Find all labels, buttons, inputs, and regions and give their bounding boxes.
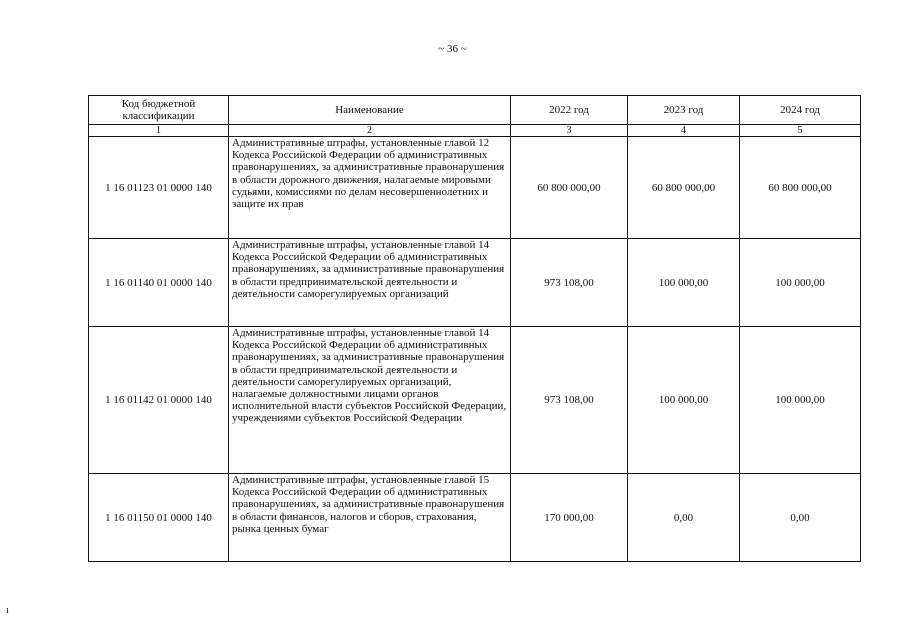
- row-amount-2022: 973 108,00: [511, 239, 628, 327]
- column-number-row: [89, 125, 861, 137]
- table-row: [89, 327, 861, 474]
- row-amount-2023: 0,00: [628, 474, 740, 562]
- row-amount-2024: 100 000,00: [740, 327, 861, 474]
- row-amount-2022: 170 000,00: [511, 474, 628, 562]
- table-row: [89, 137, 861, 239]
- row-amount-2023: 100 000,00: [628, 327, 740, 474]
- row-name: Административные штрафы, установленные главой 15 Кодекса Российской Федерации об административных правонарушениях, за административные правонарушения в области финансов, налогов и сборов, страхования, рынка ценных бумаг: [229, 474, 511, 562]
- header-code: Код бюджетной классификации: [89, 96, 229, 125]
- column-number: 2: [229, 125, 511, 137]
- row-amount-2022: 973 108,00: [511, 327, 628, 474]
- page-number: ~ 36 ~: [438, 43, 467, 55]
- column-number: 5: [740, 125, 861, 137]
- header-name: Наименование: [229, 96, 511, 125]
- row-amount-2024: 60 800 000,00: [740, 137, 861, 239]
- row-code: 1 16 01123 01 0000 140: [89, 137, 229, 239]
- row-amount-2023: 60 800 000,00: [628, 137, 740, 239]
- header-2022: 2022 год: [511, 96, 628, 125]
- row-name: Административные штрафы, установленные главой 14 Кодекса Российской Федерации об административных правонарушениях, за административные правонарушения в области предпринимательской деятельности и деятельности саморегулируемых организаций, налагаемые должностными лицами органов исполнительной власти субъектов Российской Федерации, учреждениями субъектов Российской Федерации: [229, 327, 511, 474]
- row-amount-2023: 100 000,00: [628, 239, 740, 327]
- column-number: 4: [628, 125, 740, 137]
- table-header-row: [89, 96, 861, 125]
- row-amount-2022: 60 800 000,00: [511, 137, 628, 239]
- row-amount-2024: 0,00: [740, 474, 861, 562]
- row-code: 1 16 01140 01 0000 140: [89, 239, 229, 327]
- column-number: 1: [89, 125, 229, 137]
- row-code: 1 16 01142 01 0000 140: [89, 327, 229, 474]
- column-number: 3: [511, 125, 628, 137]
- row-amount-2024: 100 000,00: [740, 239, 861, 327]
- table-row: [89, 239, 861, 327]
- header-2024: 2024 год: [740, 96, 861, 125]
- row-name: Административные штрафы, установленные главой 14 Кодекса Российской Федерации об административных правонарушениях, за административные правонарушения в области предпринимательской деятельности и деятельности саморегулируемых организаций: [229, 239, 511, 327]
- scan-artifact-mark: ı: [6, 605, 9, 616]
- budget-revenue-table: [88, 95, 861, 562]
- row-name: Административные штрафы, установленные главой 12 Кодекса Российской Федерации об административных правонарушениях, за административные правонарушения в области дорожного движения, налагаемые мировыми судьями, комиссиями по делам несовершеннолетних и защите их прав: [229, 137, 511, 239]
- table-row: [89, 474, 861, 562]
- header-2023: 2023 год: [628, 96, 740, 125]
- row-code: 1 16 01150 01 0000 140: [89, 474, 229, 562]
